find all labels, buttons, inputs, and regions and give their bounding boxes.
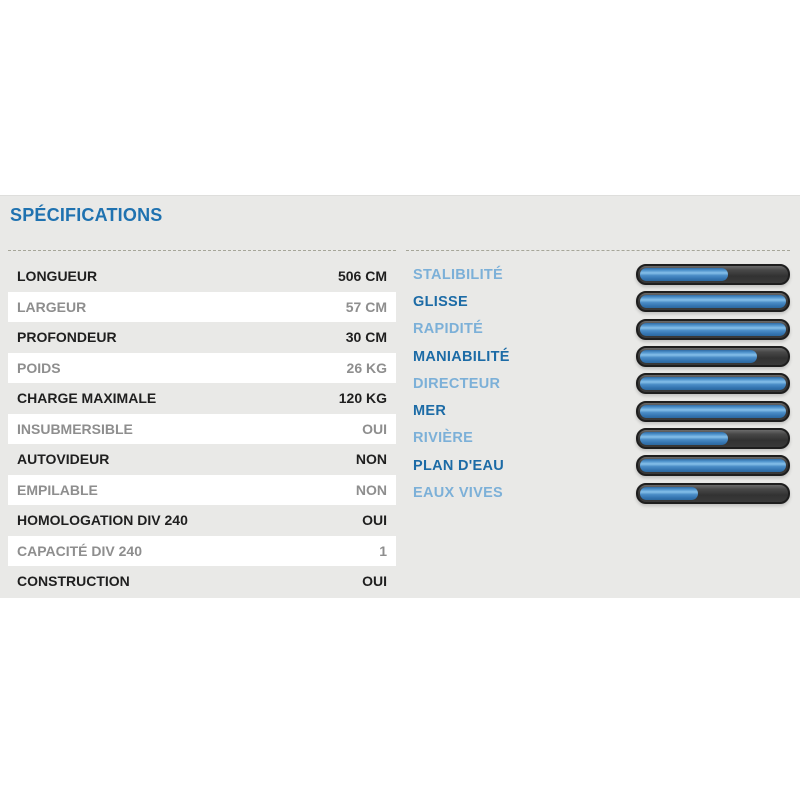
spec-label: CHARGE MAXIMALE xyxy=(17,390,157,407)
table-row xyxy=(8,383,396,414)
spec-value: 30 CM xyxy=(345,329,387,346)
spec-label: LARGEUR xyxy=(17,298,87,315)
rating-row xyxy=(406,288,790,315)
table-row xyxy=(8,322,396,353)
rating-row xyxy=(406,479,790,506)
rating-row xyxy=(406,370,790,397)
rating-bar-fill xyxy=(640,377,786,390)
rating-bar-fill xyxy=(640,323,786,336)
spec-value: 120 KG xyxy=(338,390,387,407)
spec-table xyxy=(8,250,396,597)
spec-label: AUTOVIDEUR xyxy=(17,451,110,468)
rating-label: RIVIÈRE xyxy=(413,430,474,447)
spec-value: 57 CM xyxy=(345,298,387,315)
rating-row xyxy=(406,397,790,424)
spec-value: NON xyxy=(355,451,387,468)
rating-bar-fill xyxy=(640,432,728,445)
rating-row xyxy=(406,261,790,288)
rating-label: STALIBILITÉ xyxy=(413,266,504,283)
spec-value: OUI xyxy=(362,512,387,529)
spec-label: CONSTRUCTION xyxy=(17,573,130,590)
spec-label: LONGUEUR xyxy=(17,268,98,285)
ratings-table xyxy=(406,250,790,507)
rating-row xyxy=(406,316,790,343)
rating-label: DIRECTEUR xyxy=(413,375,501,392)
table-row xyxy=(8,414,396,445)
table-row xyxy=(8,505,396,536)
rating-bar xyxy=(636,264,790,285)
table-row xyxy=(8,566,396,597)
rating-bar xyxy=(636,455,790,476)
rating-label: GLISSE xyxy=(413,293,468,310)
rating-row xyxy=(406,343,790,370)
rating-bar-fill xyxy=(640,350,757,363)
table-row xyxy=(8,475,396,506)
rating-bar xyxy=(636,291,790,312)
rating-bar xyxy=(636,319,790,340)
spec-label: PROFONDEUR xyxy=(17,329,117,346)
spec-label: POIDS xyxy=(17,359,61,376)
spec-value: OUI xyxy=(362,573,387,590)
rating-bar-fill xyxy=(640,295,786,308)
rating-bar xyxy=(636,428,790,449)
table-row xyxy=(8,261,396,292)
rating-bar xyxy=(636,373,790,394)
spec-label: CAPACITÉ DIV 240 xyxy=(17,542,142,559)
rating-label: RAPIDITÉ xyxy=(413,321,484,338)
rating-label: EAUX VIVES xyxy=(413,485,504,502)
rating-row xyxy=(406,425,790,452)
table-row xyxy=(8,292,396,323)
rating-label: MER xyxy=(413,403,447,420)
table-row xyxy=(8,444,396,475)
rating-label: MANIABILITÉ xyxy=(413,348,510,365)
rating-bar-fill xyxy=(640,487,698,500)
spec-label: INSUBMERSIBLE xyxy=(17,420,133,437)
spec-label: HOMOLOGATION DIV 240 xyxy=(17,512,188,529)
table-row xyxy=(8,353,396,384)
specifications-section xyxy=(0,195,800,598)
rating-bar-fill xyxy=(640,459,786,472)
rating-bar-fill xyxy=(640,405,786,418)
rating-row xyxy=(406,452,790,479)
rating-bar xyxy=(636,401,790,422)
table-row xyxy=(8,536,396,567)
rating-bar xyxy=(636,483,790,504)
spec-value: 506 CM xyxy=(337,268,387,285)
spec-value: OUI xyxy=(362,420,387,437)
spec-value: 1 xyxy=(379,542,387,559)
spec-label: EMPILABLE xyxy=(17,481,98,498)
rating-bar-fill xyxy=(640,268,728,281)
page-title: SPÉCIFICATIONS xyxy=(10,205,163,225)
spec-value: 26 KG xyxy=(346,359,387,376)
spec-value: NON xyxy=(355,481,387,498)
rating-label: PLAN D'EAU xyxy=(413,457,505,474)
rating-bar xyxy=(636,346,790,367)
